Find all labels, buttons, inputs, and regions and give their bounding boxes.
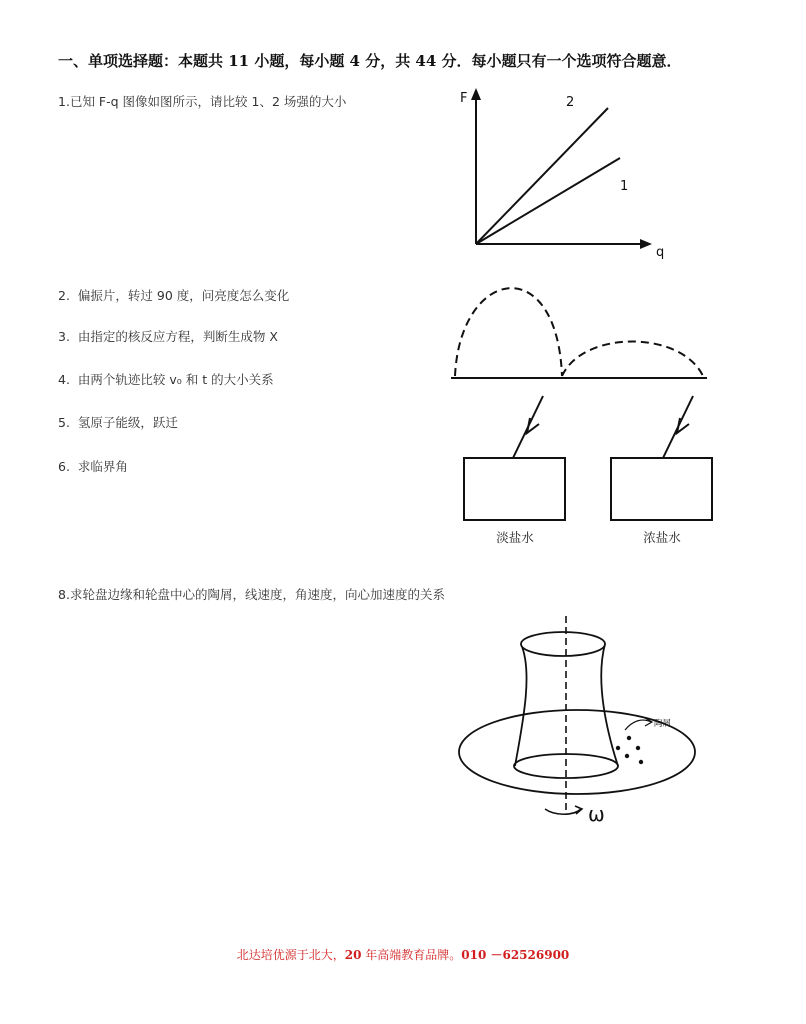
section-title: 一、单项选择题：本题共 11 小题，每小题 4 分，共 44 分．每小题只有一个选项符合题意． xyxy=(58,52,682,70)
beaker-1 xyxy=(464,458,565,520)
question-4 xyxy=(58,370,274,388)
beaker-2-label: 浓盐水 xyxy=(643,530,681,545)
debris-dot xyxy=(627,736,631,740)
footer-phone: 010 －62526900 xyxy=(461,948,570,962)
question-number: 3. xyxy=(58,329,70,344)
y-axis-label: F xyxy=(460,91,468,106)
question-8 xyxy=(58,585,445,603)
y-axis-arrow-icon xyxy=(471,88,481,100)
question-text: 求轮盘边缘和轮盘中心的陶屑，线速度，角速度，向心加速度的关系 xyxy=(69,587,445,602)
footer-years: 20 xyxy=(344,948,362,962)
ray-arrow-1-icon xyxy=(527,418,539,433)
question-text: 由两个轨迹比较 v₀ 和 t 的大小关系 xyxy=(77,372,274,387)
question-number: 5. xyxy=(58,415,70,430)
x-axis-label: q xyxy=(656,245,665,260)
question-2 xyxy=(58,286,289,304)
debris-dot xyxy=(616,746,620,750)
trajectory-diagram xyxy=(445,268,715,388)
debris-dot xyxy=(636,746,640,750)
footer-slogan: 年高端教育品牌。 xyxy=(361,948,462,962)
question-6 xyxy=(58,457,128,475)
line-1-label: 1 xyxy=(620,179,629,194)
pot-rim xyxy=(521,632,605,656)
trajectory-2 xyxy=(562,342,703,377)
line-2-label: 2 xyxy=(566,95,575,110)
wheel-diagram xyxy=(455,612,705,827)
question-number: 4. xyxy=(58,372,70,387)
question-5 xyxy=(58,413,178,431)
ray-arrow-2-icon xyxy=(677,418,689,433)
question-text: 偏振片，转过 90 度，问亮度怎么变化 xyxy=(77,288,290,303)
trajectory-1 xyxy=(455,288,562,376)
pot-right-edge xyxy=(601,644,618,766)
debris-dot xyxy=(625,754,629,758)
beaker-1-label: 淡盐水 xyxy=(496,530,534,545)
question-number: 8. xyxy=(58,587,70,602)
question-number: 1. xyxy=(58,94,70,109)
footer-brand: 北达培优源于北大， xyxy=(236,948,345,962)
beaker-2 xyxy=(611,458,712,520)
question-1 xyxy=(58,92,346,110)
question-number: 6. xyxy=(58,459,70,474)
omega-symbol: ω xyxy=(588,802,605,826)
x-axis-arrow-icon xyxy=(640,239,652,249)
question-text: 由指定的核反应方程，判断生成物 X xyxy=(77,329,278,344)
question-text: 求临界角 xyxy=(77,459,128,474)
question-3 xyxy=(58,327,278,345)
refraction-diagram xyxy=(455,388,725,523)
debris-dot xyxy=(639,760,643,764)
question-text: 氢原子能级，跃迁 xyxy=(77,415,178,430)
pot-left-edge xyxy=(515,644,527,766)
debris-label: 陶屑 xyxy=(654,719,672,729)
question-text: 已知 F-q 图像如图所示，请比较 1、2 场强的大小 xyxy=(69,94,347,109)
fq-graph xyxy=(440,80,680,265)
footer xyxy=(0,946,806,963)
question-number: 2. xyxy=(58,288,70,303)
